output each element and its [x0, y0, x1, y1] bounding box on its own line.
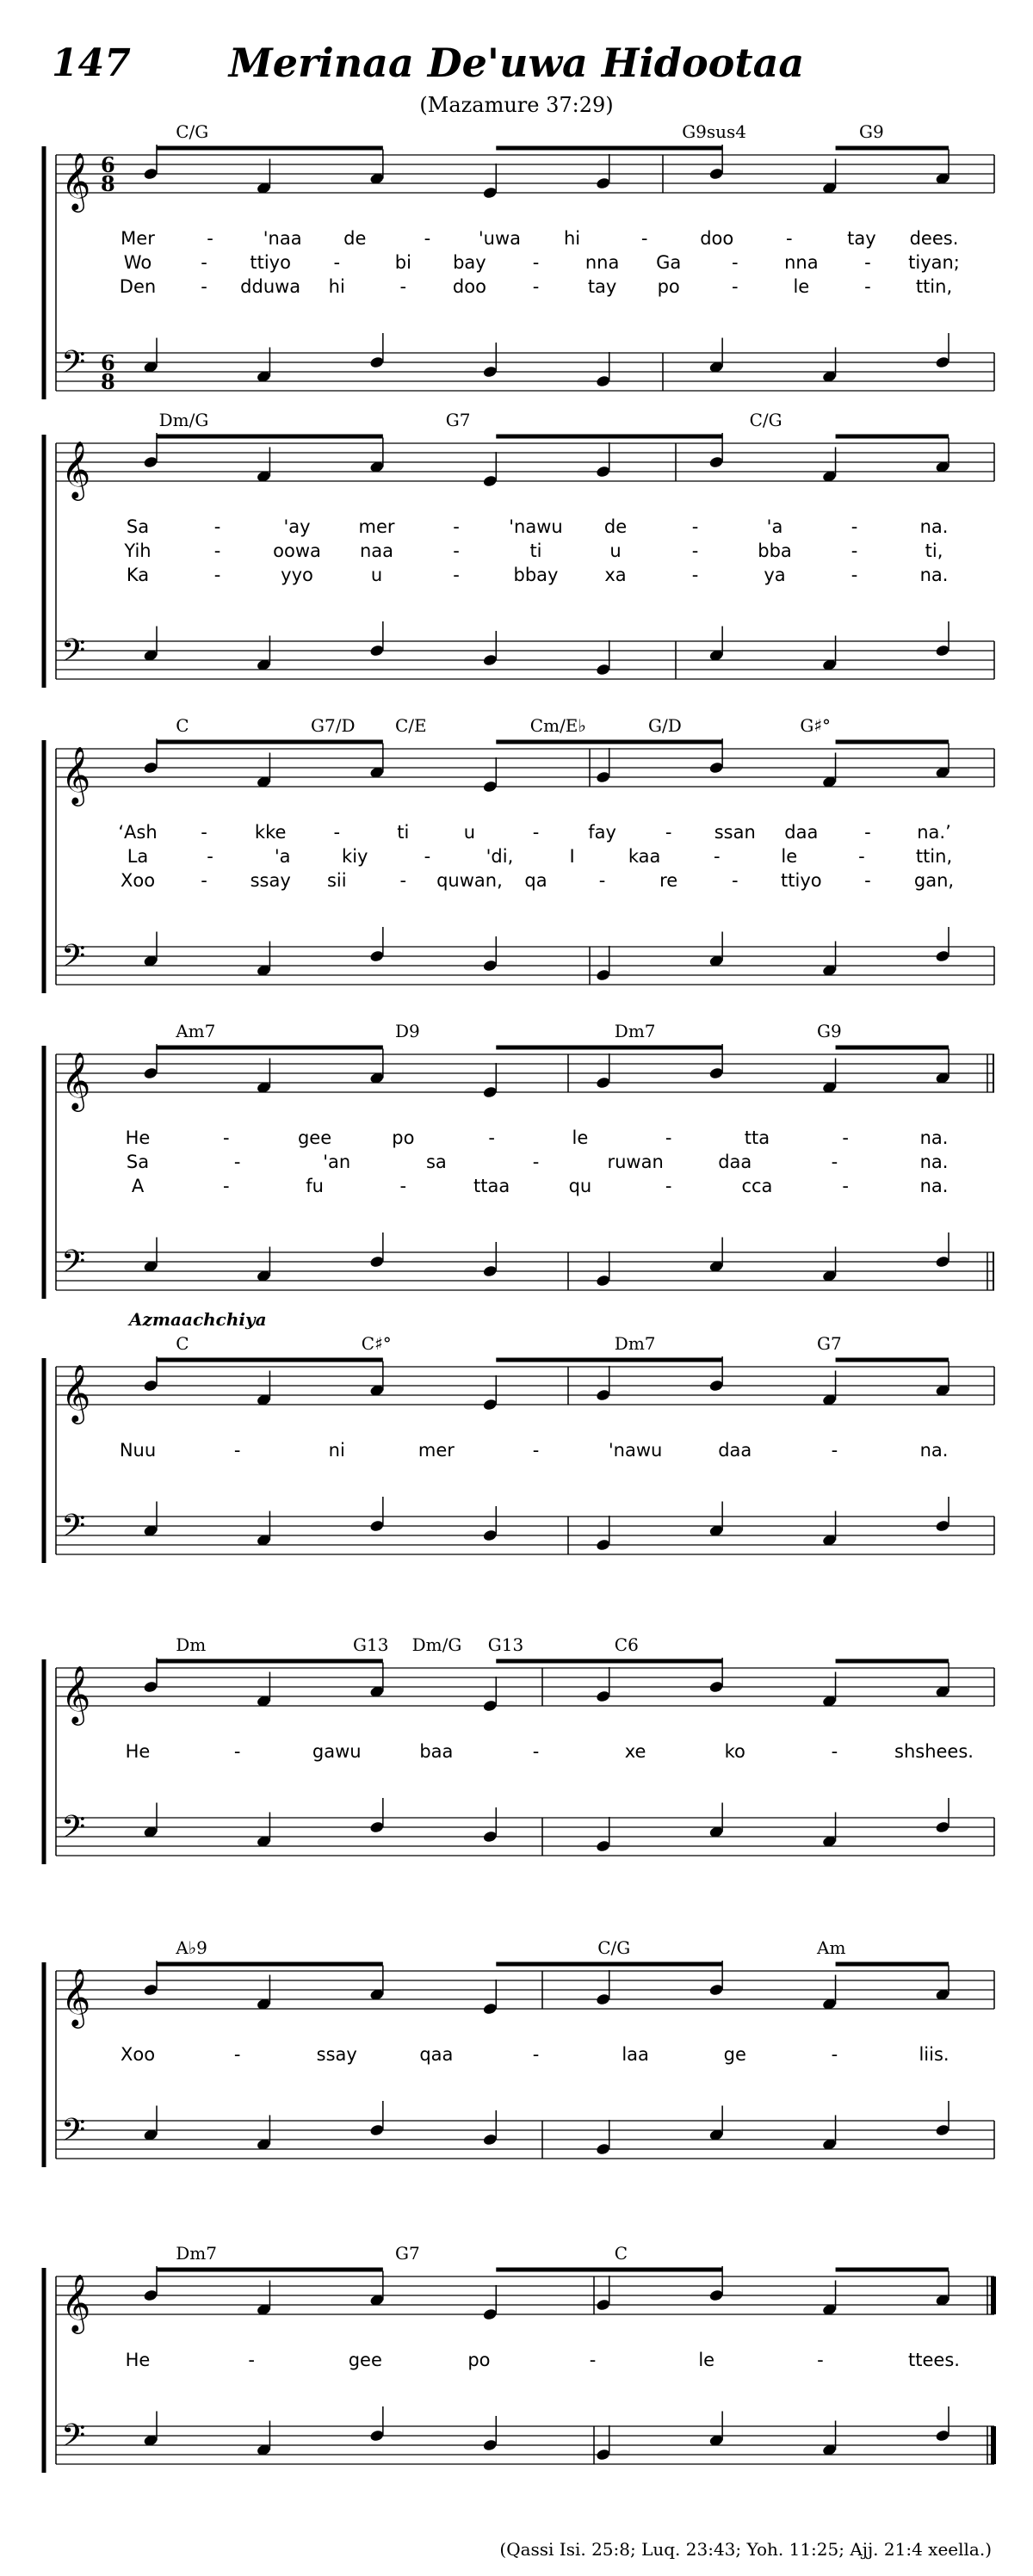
bass-staff: [56, 1818, 994, 1856]
lyric-syllable: po: [392, 1127, 415, 1148]
lyric-hyphen: -: [532, 1741, 540, 1762]
treble-staff: [56, 1054, 994, 1092]
lyric-hyphen: -: [842, 1127, 850, 1148]
lyric-syllable: hi: [563, 228, 581, 249]
scripture-reference: (Mazamure 37:29): [419, 93, 614, 117]
chord-symbol: G9: [817, 1021, 842, 1041]
lyric-syllable: hi: [328, 276, 345, 297]
lyric-syllable: A: [131, 1176, 145, 1196]
lyric-syllable: Wo: [123, 252, 152, 273]
lyric-syllable: le: [781, 846, 798, 867]
lyric-syllable: na.: [919, 1176, 949, 1196]
lyric-hyphen: -: [665, 822, 672, 843]
lyric-hyphen: -: [453, 565, 460, 585]
lyric-syllable: ruwan: [607, 1152, 664, 1172]
lyric-syllable: kaa: [628, 846, 661, 867]
lyric-syllable: 'di,: [486, 846, 514, 867]
lyric-syllable: Nuu: [119, 1440, 157, 1461]
lyric-hyphen: -: [424, 846, 431, 867]
treble-staff: [56, 749, 994, 787]
lyric-syllable: Mer: [121, 228, 155, 249]
chord-symbol: G9sus4: [682, 121, 747, 142]
lyric-hyphen: -: [691, 541, 699, 561]
treble-clef-icon: 𝄞: [61, 440, 91, 498]
treble-staff: [56, 2276, 994, 2314]
lyric-syllable: po: [657, 276, 680, 297]
lyric-syllable: liis.: [919, 2044, 949, 2065]
bass-staff: [56, 947, 994, 985]
chord-symbol: C/G: [749, 410, 782, 430]
lyric-syllable: laa: [622, 2044, 649, 2065]
lyric-syllable: Den: [119, 276, 157, 297]
lyric-syllable: 'nawu: [608, 1440, 663, 1461]
lyric-syllable: tta: [744, 1127, 770, 1148]
lyric-syllable: tiyan;: [908, 252, 960, 273]
lyric-hyphen: -: [213, 565, 221, 585]
lyric-syllable: gawu: [312, 1741, 362, 1762]
lyric-hyphen: -: [532, 252, 540, 273]
bass-clef-icon: 𝄢: [61, 938, 86, 982]
lyric-syllable: dduwa: [240, 276, 301, 297]
bass-staff: [56, 2121, 994, 2159]
bass-clef-icon: 𝄢: [61, 2418, 86, 2462]
lyric-hyphen: -: [731, 252, 739, 273]
lyric-syllable: Xoo: [120, 870, 156, 891]
expression-marking: Azmaachchiya: [129, 1309, 267, 1330]
lyric-syllable: le: [698, 2350, 715, 2370]
lyric-hyphen: -: [786, 228, 793, 249]
chord-symbol: C/E: [395, 715, 427, 736]
treble-clef-icon: 𝄞: [61, 1363, 91, 1422]
bass-clef-icon: 𝄢: [61, 633, 86, 676]
lyric-hyphen: -: [851, 541, 858, 561]
lyric-syllable: nna: [585, 252, 620, 273]
lyric-hyphen: -: [222, 1127, 230, 1148]
lyric-hyphen: -: [864, 870, 871, 891]
scripture-footnote: (Qassi Isi. 25:8; Luq. 23:43; Yoh. 11:25; Ajj. 21:4 xeella.): [499, 2539, 992, 2560]
chord-symbol: G7: [395, 2243, 420, 2264]
chord-symbol: G13: [353, 1634, 389, 1655]
lyric-syllable: Ga: [656, 252, 682, 273]
lyric-hyphen: -: [831, 1152, 838, 1172]
lyric-syllable: oowa: [273, 541, 321, 561]
lyric-syllable: le: [572, 1127, 589, 1148]
chord-symbol: C: [176, 715, 189, 736]
lyric-hyphen: -: [831, 1440, 838, 1461]
lyric-syllable: baa: [419, 1741, 454, 1762]
treble-staff: [56, 443, 994, 481]
lyric-syllable: ssan: [714, 822, 756, 843]
lyric-hyphen: -: [665, 1127, 672, 1148]
lyric-hyphen: -: [207, 228, 213, 249]
lyric-syllable: shshees.: [894, 1741, 974, 1762]
treble-staff: [56, 155, 994, 193]
lyric-hyphen: -: [640, 228, 648, 249]
lyric-syllable: I: [569, 846, 575, 867]
chord-symbol: G7: [445, 410, 471, 430]
treble-clef-icon: 𝄞: [61, 745, 91, 804]
lyric-syllable: daa: [718, 1152, 752, 1172]
lyric-syllable: na.’: [917, 822, 951, 843]
lyric-hyphen: -: [333, 252, 341, 273]
lyric-syllable: ttin,: [915, 846, 953, 867]
chord-symbol: C: [176, 1333, 189, 1354]
lyric-syllable: u: [463, 822, 476, 843]
lyric-syllable: ti,: [925, 541, 943, 561]
lyric-hyphen: -: [207, 846, 213, 867]
lyric-syllable: Ka: [126, 565, 150, 585]
lyric-syllable: ssay: [316, 2044, 357, 2065]
lyric-syllable: mer: [358, 516, 395, 537]
lyric-syllable: Xoo: [120, 2044, 156, 2065]
lyric-hyphen: -: [453, 541, 460, 561]
lyric-hyphen: -: [488, 1127, 495, 1148]
lyric-syllable: quwan,: [436, 870, 503, 891]
lyric-syllable: tay: [847, 228, 876, 249]
time-signature-top: 6: [101, 350, 115, 375]
lyric-hyphen: -: [691, 516, 699, 537]
lyric-hyphen: -: [213, 516, 221, 537]
lyric-syllable: gan,: [913, 870, 955, 891]
lyric-hyphen: -: [532, 1152, 540, 1172]
lyric-hyphen: -: [532, 276, 540, 297]
lyric-syllable: tay: [587, 276, 617, 297]
lyric-hyphen: -: [731, 870, 739, 891]
chord-symbol: Dm7: [614, 1021, 656, 1041]
lyric-hyphen: -: [858, 846, 865, 867]
lyric-syllable: qaa: [419, 2044, 454, 2065]
lyric-syllable: Yih: [124, 541, 152, 561]
time-signature-top: 6: [101, 152, 115, 177]
bass-staff: [56, 353, 994, 391]
hymn-number: 147: [52, 41, 131, 85]
lyric-syllable: ‘Ash: [118, 822, 158, 843]
lyric-syllable: He: [125, 1741, 151, 1762]
treble-clef-icon: 𝄞: [61, 2273, 91, 2332]
chord-symbol: Am7: [176, 1021, 216, 1041]
chord-symbol: Dm/G: [411, 1634, 462, 1655]
bass-staff: [56, 2426, 994, 2464]
lyric-syllable: He: [125, 1127, 151, 1148]
chord-symbol: Dm7: [176, 2243, 217, 2264]
lyric-syllable: na.: [919, 565, 949, 585]
hymn-title: Merinaa De'uwa Hidootaa: [228, 40, 805, 86]
lyric-syllable: ttiyo: [781, 870, 822, 891]
lyric-hyphen: -: [248, 2350, 255, 2370]
bass-clef-icon: 𝄢: [61, 2112, 86, 2156]
lyric-syllable: u: [609, 541, 622, 561]
lyric-hyphen: -: [864, 252, 871, 273]
lyric-syllable: La: [127, 846, 149, 867]
lyric-hyphen: -: [233, 2044, 241, 2065]
chord-symbol: G/D: [648, 715, 682, 736]
lyric-syllable: ttees.: [908, 2350, 960, 2370]
chord-symbol: G9: [859, 121, 884, 142]
lyric-syllable: 'naa: [263, 228, 302, 249]
lyric-syllable: nna: [784, 252, 819, 273]
lyric-syllable: bay: [453, 252, 486, 273]
lyric-syllable: doo: [452, 276, 486, 297]
lyric-syllable: Sa: [126, 1152, 150, 1172]
chord-symbol: Dm: [176, 1634, 207, 1655]
lyric-hyphen: -: [333, 822, 341, 843]
lyric-syllable: re: [659, 870, 678, 891]
bass-clef-icon: 𝄢: [61, 1809, 86, 1853]
treble-clef-icon: 𝄞: [61, 1051, 91, 1109]
lyric-syllable: sa: [425, 1152, 447, 1172]
lyric-hyphen: -: [864, 276, 871, 297]
lyric-syllable: ya: [764, 565, 786, 585]
lyric-syllable: cca: [741, 1176, 773, 1196]
lyric-syllable: 'a: [766, 516, 783, 537]
chord-symbol: C/G: [597, 1937, 631, 1958]
lyric-syllable: Sa: [126, 516, 150, 537]
lyric-hyphen: -: [399, 870, 407, 891]
lyric-hyphen: -: [233, 1440, 241, 1461]
lyric-syllable: le: [793, 276, 810, 297]
lyric-syllable: xa: [604, 565, 627, 585]
chord-symbol: G13: [487, 1634, 524, 1655]
lyric-hyphen: -: [831, 1741, 838, 1762]
lyric-hyphen: -: [532, 822, 540, 843]
chord-symbol: A♭9: [176, 1937, 207, 1958]
lyric-hyphen: -: [691, 565, 699, 585]
lyric-syllable: ge: [723, 2044, 746, 2065]
lyric-syllable: ssay: [250, 870, 291, 891]
chord-symbol: Dm/G: [158, 410, 209, 430]
chord-symbol: Cm/E♭: [529, 715, 586, 736]
lyric-syllable: de: [343, 228, 367, 249]
bass-staff: [56, 1252, 994, 1290]
chord-symbol: Dm7: [614, 1333, 656, 1354]
lyric-hyphen: -: [713, 846, 721, 867]
lyric-syllable: ko: [724, 1741, 745, 1762]
lyric-hyphen: -: [864, 822, 871, 843]
lyric-syllable: fay: [588, 822, 616, 843]
lyric-hyphen: -: [213, 541, 221, 561]
lyric-hyphen: -: [222, 1176, 230, 1196]
lyric-syllable: gee: [297, 1127, 332, 1148]
lyric-syllable: ttin,: [915, 276, 953, 297]
lyric-hyphen: -: [589, 2350, 597, 2370]
chord-symbol: C: [614, 2243, 628, 2264]
bass-clef-icon: 𝄢: [61, 344, 86, 388]
lyric-syllable: 'an: [323, 1152, 351, 1172]
lyric-syllable: yyo: [281, 565, 313, 585]
lyric-hyphen: -: [424, 228, 431, 249]
treble-clef-icon: 𝄞: [61, 151, 91, 210]
time-signature-bottom: 8: [101, 171, 115, 196]
lyric-syllable: bbay: [513, 565, 559, 585]
lyric-hyphen: -: [532, 2044, 540, 2065]
chord-symbol: D9: [395, 1021, 420, 1041]
lyric-hyphen: -: [665, 1176, 672, 1196]
lyric-syllable: doo: [700, 228, 734, 249]
lyric-hyphen: -: [201, 822, 207, 843]
lyric-syllable: mer: [418, 1440, 455, 1461]
lyric-syllable: sii: [326, 870, 347, 891]
bass-staff: [56, 1517, 994, 1554]
chord-symbol: G7/D: [311, 715, 356, 736]
lyric-syllable: na.: [919, 1152, 949, 1172]
lyric-hyphen: -: [399, 276, 407, 297]
lyric-syllable: po: [467, 2350, 491, 2370]
lyric-syllable: bi: [394, 252, 411, 273]
lyric-syllable: ti: [529, 541, 542, 561]
treble-clef-icon: 𝄞: [61, 1968, 91, 2026]
lyric-hyphen: -: [532, 1440, 540, 1461]
chord-symbol: C6: [614, 1634, 639, 1655]
lyric-syllable: na.: [919, 1440, 949, 1461]
lyric-syllable: u: [370, 565, 383, 585]
bass-clef-icon: 𝄢: [61, 1508, 86, 1552]
lyric-syllable: naa: [359, 541, 394, 561]
lyric-syllable: gee: [348, 2350, 382, 2370]
bass-clef-icon: 𝄢: [61, 1244, 86, 1288]
lyric-hyphen: -: [201, 870, 207, 891]
lyric-syllable: na.: [919, 1127, 949, 1148]
treble-staff: [56, 1971, 994, 2009]
lyric-hyphen: -: [831, 2044, 838, 2065]
time-signature-bottom: 8: [101, 369, 115, 394]
lyric-syllable: ttiyo: [250, 252, 291, 273]
lyric-hyphen: -: [233, 1741, 241, 1762]
lyric-syllable: na.: [919, 516, 949, 537]
lyric-syllable: fu: [306, 1176, 324, 1196]
lyric-syllable: daa: [784, 822, 819, 843]
lyric-hyphen: -: [598, 870, 606, 891]
lyric-hyphen: -: [851, 516, 858, 537]
lyric-syllable: He: [125, 2350, 151, 2370]
lyric-syllable: 'nawu: [509, 516, 563, 537]
lyric-hyphen: -: [731, 276, 739, 297]
treble-staff: [56, 1668, 994, 1706]
lyric-syllable: qu: [568, 1176, 592, 1196]
lyric-syllable: kke: [254, 822, 287, 843]
bass-staff: [56, 641, 994, 679]
lyric-syllable: daa: [718, 1440, 752, 1461]
treble-staff: [56, 1367, 994, 1405]
lyric-hyphen: -: [201, 276, 207, 297]
lyric-hyphen: -: [817, 2350, 824, 2370]
lyric-syllable: xe: [624, 1741, 646, 1762]
chord-symbol: C/G: [176, 121, 209, 142]
lyric-syllable: kiy: [342, 846, 368, 867]
lyric-syllable: 'ay: [283, 516, 311, 537]
chord-symbol: Am: [817, 1937, 846, 1958]
lyric-hyphen: -: [233, 1152, 241, 1172]
lyric-syllable: bba: [758, 541, 792, 561]
lyric-syllable: 'a: [274, 846, 291, 867]
lyric-syllable: dees.: [909, 228, 959, 249]
lyric-syllable: ni: [328, 1440, 345, 1461]
lyric-syllable: 'uwa: [478, 228, 522, 249]
lyric-syllable: qa: [524, 870, 547, 891]
lyric-syllable: ti: [397, 822, 410, 843]
lyric-hyphen: -: [851, 565, 858, 585]
chord-symbol: C♯°: [361, 1333, 392, 1354]
lyric-hyphen: -: [842, 1176, 850, 1196]
chord-symbol: G7: [817, 1333, 842, 1354]
chord-symbol: G♯°: [800, 715, 832, 736]
lyric-hyphen: -: [399, 1176, 407, 1196]
lyric-hyphen: -: [201, 252, 207, 273]
lyric-hyphen: -: [453, 516, 460, 537]
lyric-syllable: ttaa: [473, 1176, 510, 1196]
treble-clef-icon: 𝄞: [61, 1665, 91, 1723]
lyric-syllable: de: [603, 516, 628, 537]
